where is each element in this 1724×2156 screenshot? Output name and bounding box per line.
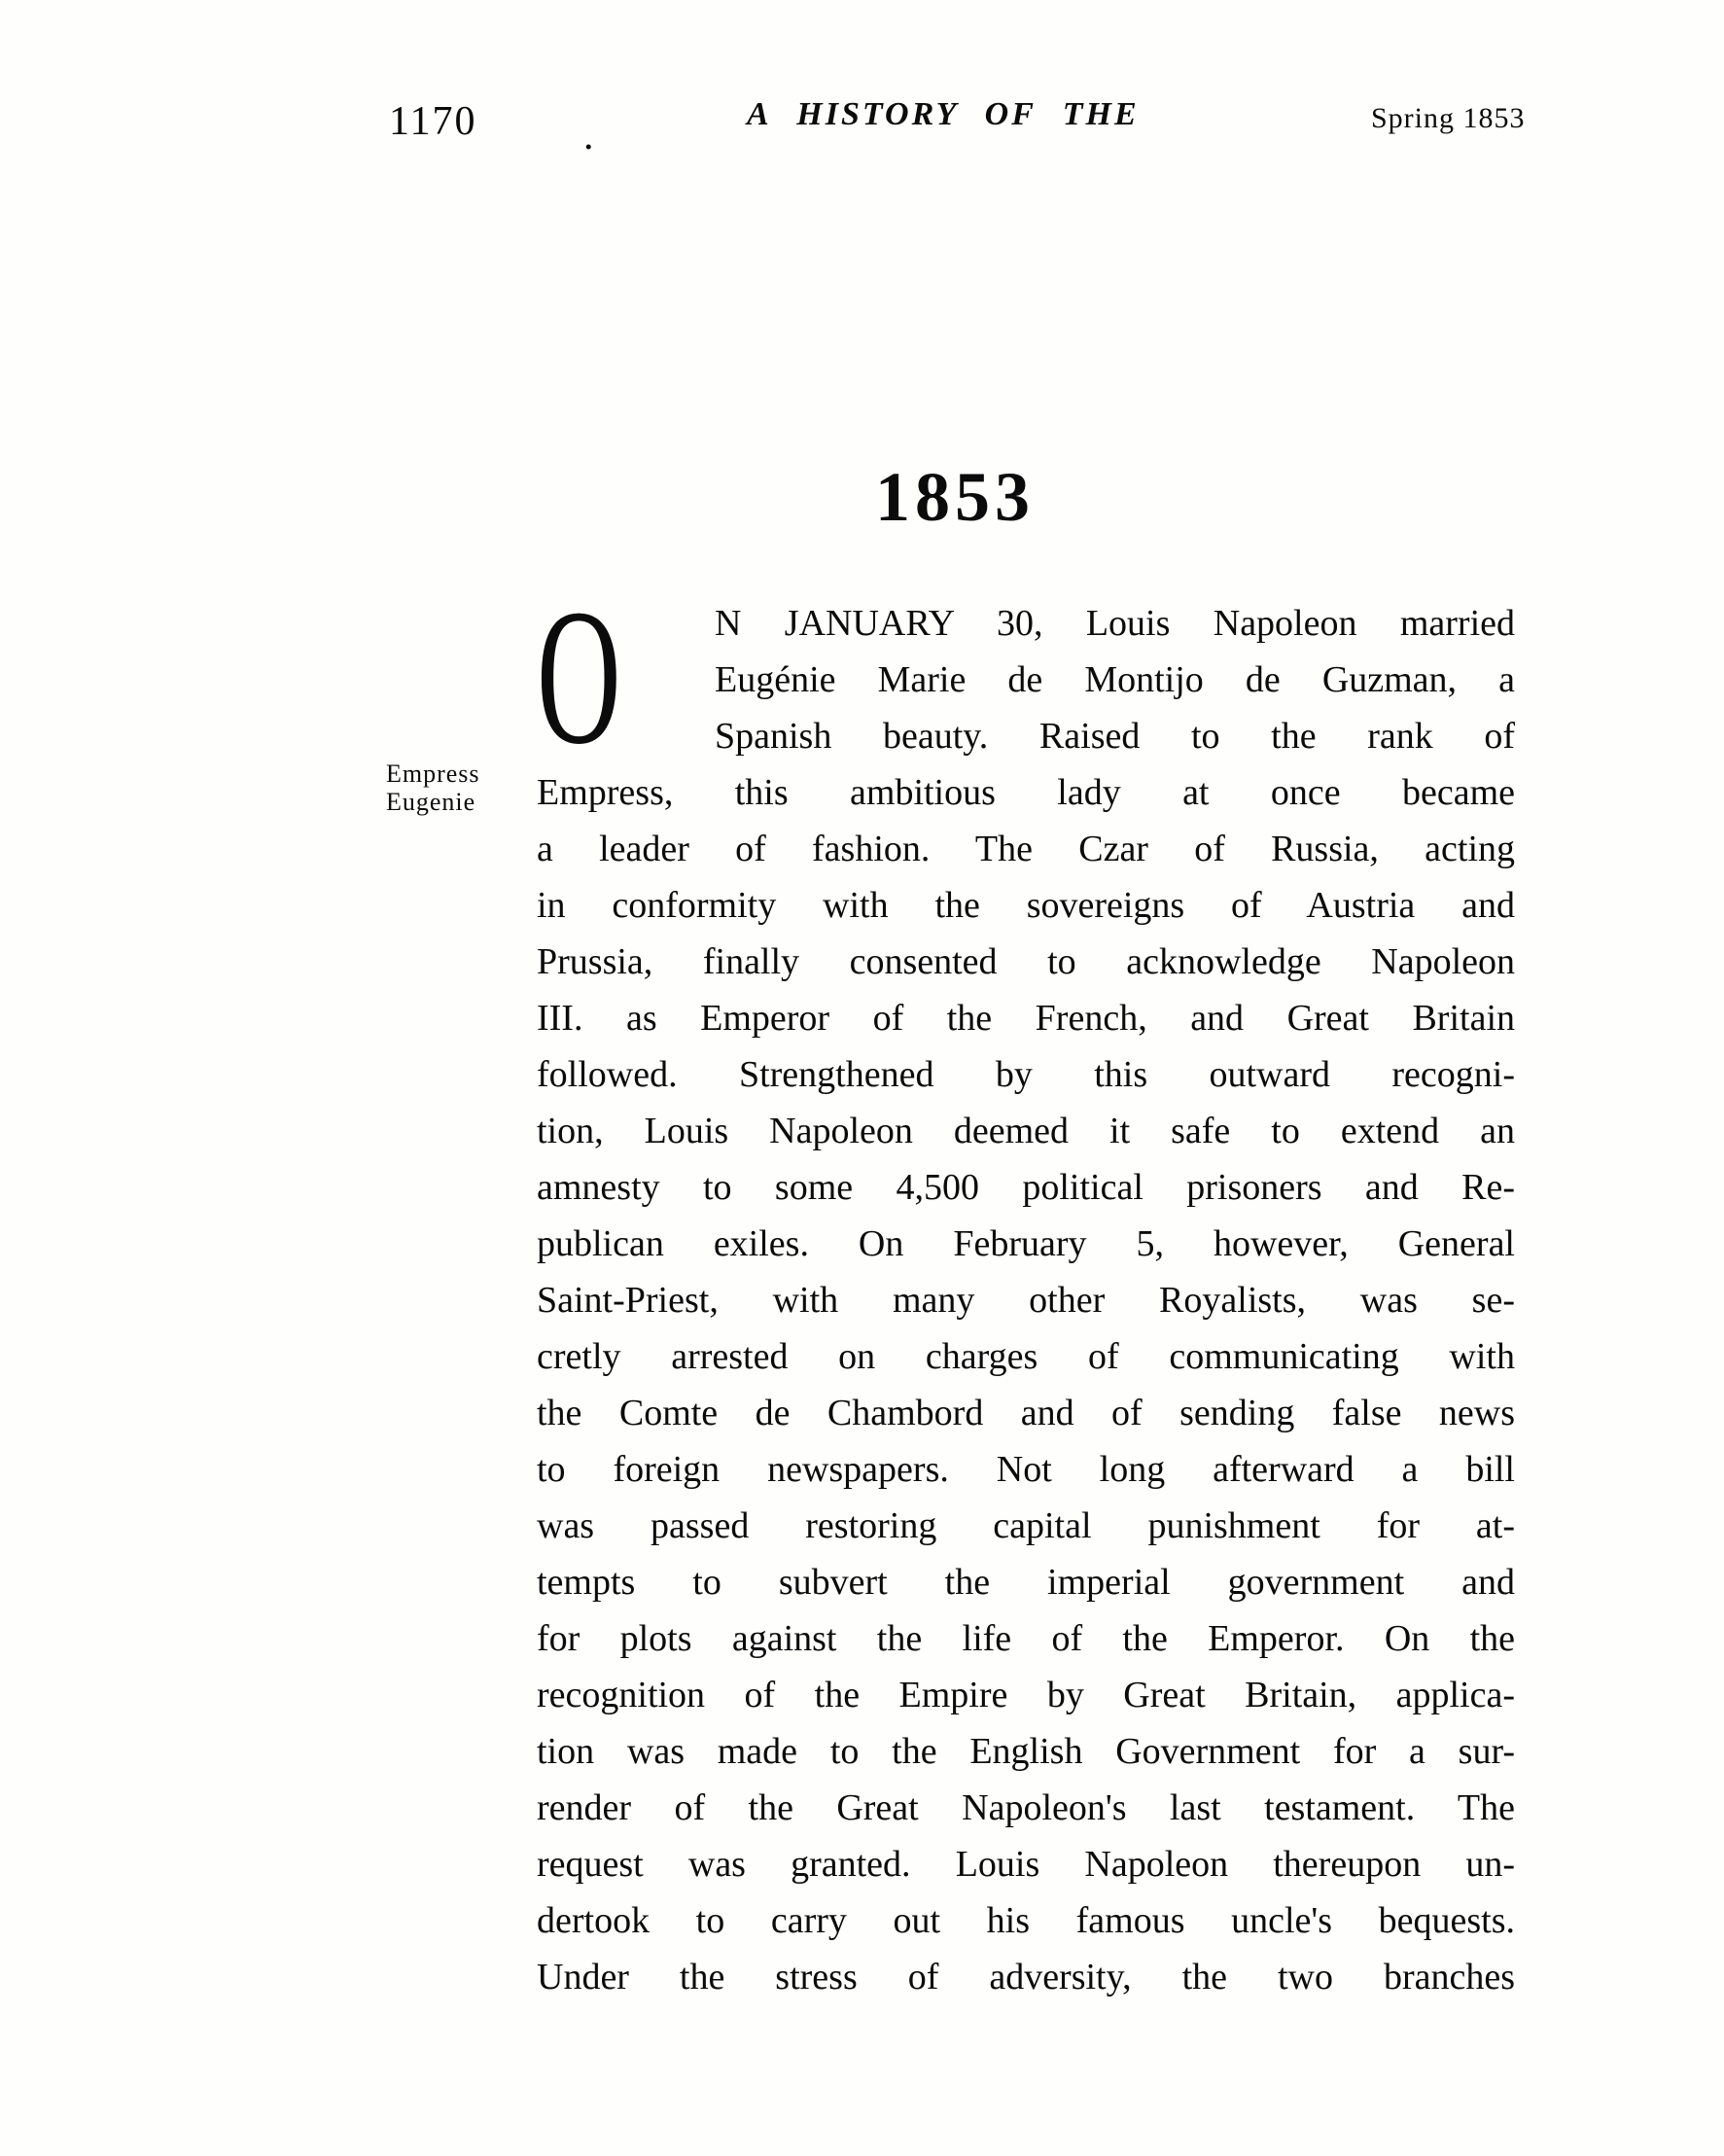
body-line: followed. Strengthened by this outward recogni- bbox=[537, 1054, 1515, 1095]
margin-note-line: Empress bbox=[386, 760, 480, 788]
body-line: Spanish beauty. Raised to the rank of bbox=[715, 716, 1515, 757]
body-line: to foreign newspapers. Not long afterward a bill bbox=[537, 1449, 1515, 1490]
body-line: tion, Louis Napoleon deemed it safe to extend an bbox=[537, 1111, 1515, 1151]
body-line: N JANUARY 30, Louis Napoleon married bbox=[715, 603, 1515, 644]
body-line: the Comte de Chambord and of sending false news bbox=[537, 1393, 1515, 1433]
stray-mark: . bbox=[583, 114, 594, 159]
margin-note bbox=[386, 760, 532, 816]
body-line: recognition of the Empire by Great Britain, applica- bbox=[537, 1675, 1515, 1715]
edition-label: Spring 1853 bbox=[1371, 102, 1526, 134]
body-line: Under the stress of adversity, the two branches bbox=[537, 1957, 1515, 1997]
body-line: tion was made to the English Government for a sur- bbox=[537, 1731, 1515, 1772]
body-paragraph bbox=[537, 570, 1515, 2005]
body-line: in conformity with the sovereigns of Austria and bbox=[537, 885, 1515, 926]
body-line: cretly arrested on charges of communicating with bbox=[537, 1336, 1515, 1377]
body-line: amnesty to some 4,500 political prisoners and Re- bbox=[537, 1167, 1515, 1208]
body-line: III. as Emperor of the French, and Great Britain bbox=[537, 998, 1515, 1039]
running-title: A HISTORY OF THE bbox=[747, 96, 1140, 132]
body-line: a leader of fashion. The Czar of Russia, acting bbox=[537, 829, 1515, 869]
body-line: was passed restoring capital punishment for at- bbox=[537, 1505, 1515, 1546]
body-line: tempts to subvert the imperial government and bbox=[537, 1562, 1515, 1603]
body-line: request was granted. Louis Napoleon thereupon un- bbox=[537, 1844, 1515, 1885]
body-line: Saint-Priest, with many other Royalists, was se- bbox=[537, 1280, 1515, 1321]
body-line: publican exiles. On February 5, however, General bbox=[537, 1223, 1515, 1264]
body-line: render of the Great Napoleon's last testament. The bbox=[537, 1787, 1515, 1828]
body-line: for plots against the life of the Emperor. On the bbox=[537, 1618, 1515, 1659]
body-line: Prussia, finally consented to acknowledge Napoleon bbox=[537, 941, 1515, 982]
page-number: 1170 bbox=[389, 99, 477, 144]
margin-note-line: Eugenie bbox=[386, 788, 476, 816]
body-line: dertook to carry out his famous uncle's bequests. bbox=[537, 1900, 1515, 1941]
chapter-heading: 1853 bbox=[875, 458, 1035, 536]
body-line: Eugénie Marie de Montijo de Guzman, a bbox=[715, 659, 1515, 700]
body-line: Empress, this ambitious lady at once became bbox=[537, 772, 1515, 813]
drop-cap: O bbox=[537, 570, 621, 785]
